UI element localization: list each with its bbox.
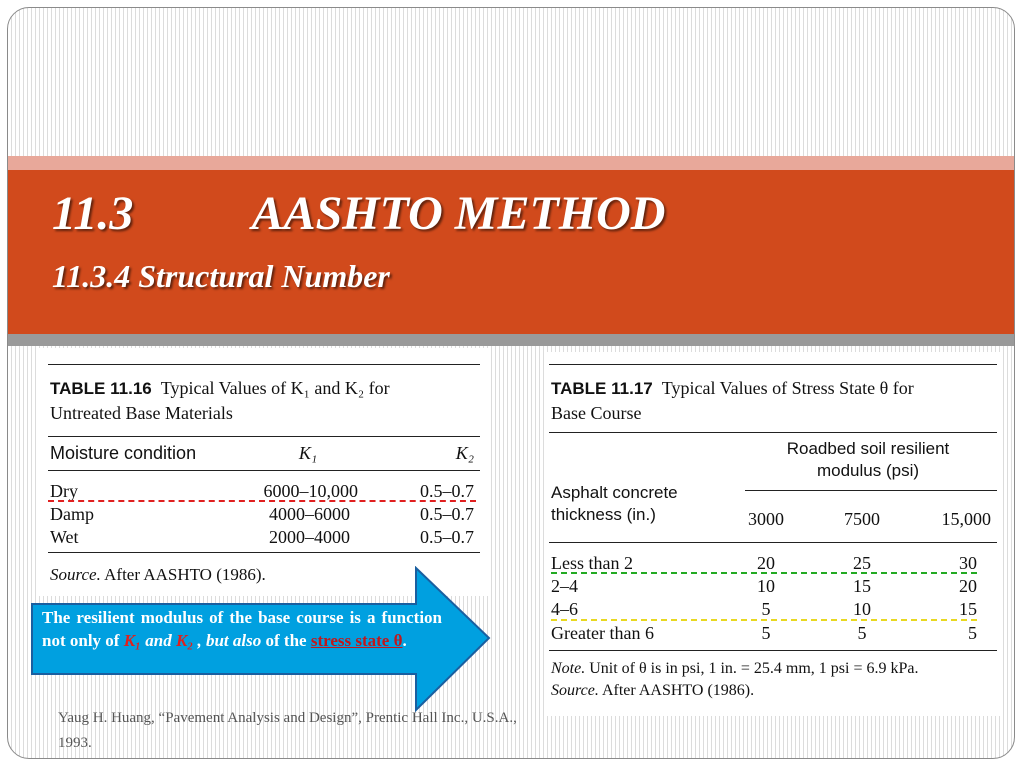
- callout-text-c: of the: [261, 631, 311, 650]
- group-header-rule: [745, 490, 997, 491]
- table-cell: 5: [761, 599, 771, 619]
- table-cell: 25: [853, 553, 871, 573]
- table-cell: 0.5–0.7: [420, 504, 474, 524]
- stress-state-phrase: stress state θ: [310, 631, 403, 650]
- callout-text-b: , but also: [193, 631, 262, 650]
- note-text: Unit of θ is in psi, 1 in. = 25.4 mm, 1 psi = 6.9 kPa.: [589, 660, 919, 677]
- section-title: AASHTO METHOD: [251, 187, 666, 240]
- arrow-callout: [30, 566, 492, 712]
- source-label: Source.: [50, 565, 101, 584]
- table-cell: 4000–6000: [269, 504, 350, 524]
- table-caption-line1: Typical Values of K₁ and K₂ for: [160, 378, 390, 398]
- table-cell: 4–6: [551, 599, 578, 619]
- table-bottom-rule: [549, 650, 997, 651]
- group-header-line1: Roadbed soil resilient: [786, 439, 950, 458]
- note-label: Note.: [551, 660, 586, 677]
- table-source: [551, 680, 754, 702]
- table-cell: 10: [757, 576, 775, 596]
- table-bottom-rule: [48, 552, 480, 553]
- table-cell: 10: [853, 599, 871, 619]
- highlight-dash-green: [551, 572, 977, 574]
- table-label: TABLE 11.17: [551, 379, 653, 398]
- table-caption-line1: Typical Values of Stress State θ for: [661, 378, 914, 398]
- table-cell: Damp: [50, 504, 94, 524]
- title-accent-stripe-bottom: [8, 334, 1014, 346]
- header-bottom-rule: [48, 470, 480, 471]
- table-cell: Greater than 6: [551, 623, 654, 643]
- group-header: [745, 438, 991, 482]
- table-cell: 6000–10,000: [263, 481, 358, 501]
- table-cell: 2–4: [551, 576, 578, 596]
- table-top-rule: [549, 364, 997, 365]
- group-header-line2: modulus (psi): [816, 461, 920, 480]
- column-header: 15,000: [941, 509, 991, 529]
- table-11-17: [545, 352, 1003, 716]
- table-caption: [551, 376, 914, 425]
- callout-text-a: The resilient modulus of the base course is a function not only of: [42, 608, 442, 650]
- table-cell: 5: [857, 623, 867, 643]
- callout-period: .: [402, 631, 407, 650]
- table-cell: 20: [959, 576, 977, 596]
- callout-text: [42, 606, 442, 652]
- slide-title: [52, 186, 665, 241]
- table-cell: Dry: [50, 481, 78, 501]
- table-caption-line2: Untreated Base Materials: [50, 403, 233, 423]
- table-caption: [50, 376, 390, 425]
- table-cell: 30: [959, 553, 977, 573]
- row-header: [551, 482, 678, 526]
- row-header-line2: thickness (in.): [551, 505, 656, 524]
- source-label: Source.: [551, 682, 599, 699]
- footer-citation: Yaug H. Huang, “Pavement Analysis and Design”, Prentic Hall Inc., U.S.A., 1993.: [58, 710, 517, 751]
- header-bottom-rule: [549, 542, 997, 543]
- slide-subtitle: 11.3.4 Structural Number: [52, 258, 390, 294]
- section-number: 11.3: [52, 187, 134, 240]
- table-cell: 5: [968, 623, 977, 643]
- table-cell: 15: [853, 576, 871, 596]
- column-header: K₂: [455, 443, 474, 463]
- source-text: After AASHTO (1986).: [104, 565, 266, 584]
- table-cell: Wet: [50, 527, 79, 547]
- column-header: K₁: [298, 443, 318, 463]
- callout-and: and: [140, 631, 176, 650]
- table-cell: 15: [959, 599, 977, 619]
- table-cell: 2000–4000: [269, 527, 350, 547]
- header-top-rule: [549, 432, 997, 433]
- table-cell: Less than 2: [551, 553, 633, 573]
- table-cell: 0.5–0.7: [420, 527, 474, 547]
- column-header: 3000: [748, 509, 784, 529]
- table-label: TABLE 11.16: [50, 379, 152, 398]
- table-note: [551, 658, 919, 680]
- table-cell: 20: [757, 553, 775, 573]
- table-cell: 5: [761, 623, 771, 643]
- column-header: 7500: [844, 509, 880, 529]
- k2-symbol: K₂: [175, 631, 194, 650]
- title-accent-stripe-top: [8, 156, 1014, 170]
- highlight-dash-yellow: [551, 619, 977, 621]
- table-caption-line2: Base Course: [551, 403, 642, 423]
- table-top-rule: [48, 364, 480, 365]
- table-11-16: [38, 348, 488, 596]
- highlight-dash-red: [48, 500, 476, 502]
- column-header: Moisture condition: [50, 443, 197, 463]
- row-header-line1: Asphalt concrete: [551, 483, 678, 502]
- table-cell: 0.5–0.7: [420, 481, 474, 501]
- source-text: After AASHTO (1986).: [601, 682, 755, 699]
- k1-symbol: K₁: [123, 631, 141, 650]
- header-top-rule: [48, 436, 480, 437]
